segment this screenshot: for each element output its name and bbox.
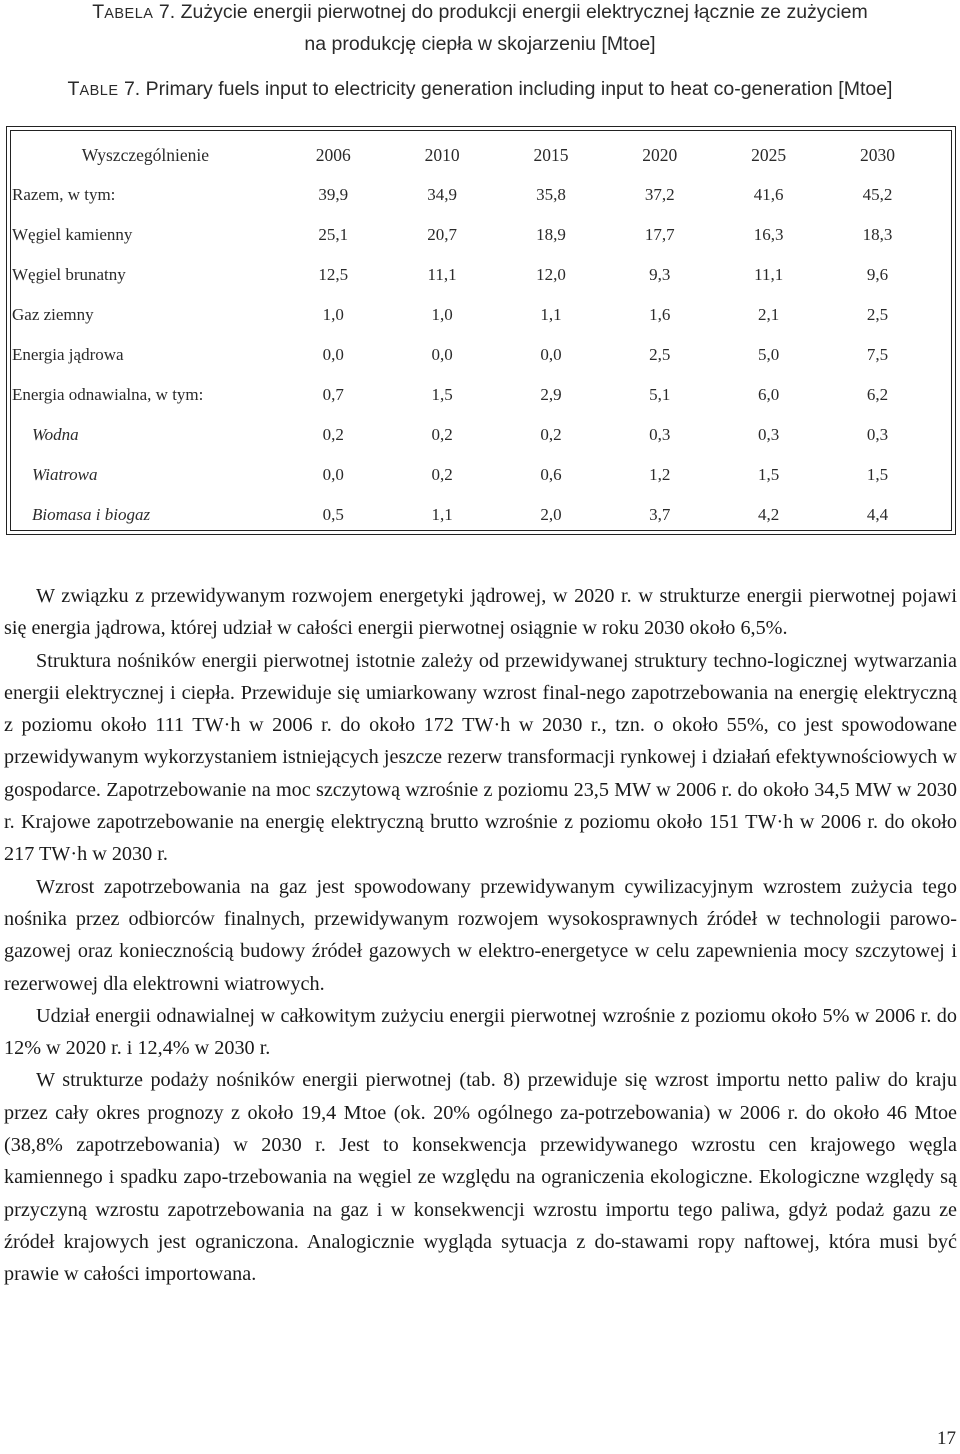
caption-en-number: 7. [123,78,141,100]
row-label: Węgiel brunatny [12,265,126,284]
header-cell: 2025 [751,144,787,165]
value-cell: 0,3 [758,425,780,444]
value-cell: 11,1 [754,265,784,284]
value-cell: 3,7 [649,505,671,524]
value-cell: 37,2 [644,185,675,204]
row-label: Razem, w tym: [12,185,116,204]
value-cell: 16,3 [753,225,784,244]
value-cell: 35,8 [536,185,566,204]
paragraph: W strukturze podaży nośników energii pierwotnej (tab. 8) przewiduje się wzrost importu netto paliw do kraju przez cały okres prognozy z około 19,4 Mtoe (ok. 20% ogólnego za-potrzebowania) w 2006 r. do około 46 Mtoe (38,8% zapotrzebowania) w 2030 r. Jest to konsekwencja przewidywanego wzrostu cen krajowego węgla kamiennego i spadku zapo-trzebowania na węgiel ze względu na ograniczenia ekologiczne. Ekologiczne względy są przyczyną wzrostu zapotrzebowania na gaz i w konsekwencji wzrostu importu tego paliwa, gdyż podaż gazu ze źródeł krajowych jest ograniczona. Analogicznie wygląda sytuacja z do-stawami ropy naftowej, która musi być prawie w całości importowana. [4,1069,957,1286]
value-cell: 39,9 [318,185,349,204]
value-cell: 0,0 [322,345,344,364]
value-cell: 1,5 [431,385,453,404]
value-cell: 0,0 [540,345,562,364]
value-cell: 25,1 [318,225,349,244]
page-number: 17 [937,1428,956,1449]
header-cell: 2030 [860,144,896,165]
value-cell: 9,6 [866,265,889,284]
value-cell: 0,7 [322,385,344,404]
table-row [12,415,932,455]
caption-pl-text-line2: na produkcję ciepła w skojarzeniu [Mtoe] [304,33,656,55]
value-cell: 4,2 [758,505,780,524]
value-cell: 2,0 [540,505,562,524]
value-cell: 2,1 [758,305,780,324]
value-cell: 0,2 [431,465,453,484]
body-text [4,580,957,1291]
value-cell: 45,2 [862,185,893,204]
paragraph: Wzrost zapotrzebowania na gaz jest spowodowany przewidywanym cywilizacyjnym wzrostem zużycia tego nośnika przez odbiorców finalnych, przewidywanym rozwojem wysokosprawnych źródeł w technologii parowo-gazowej oraz koniecznością budowy źródeł gazowych w elektro-energetyce w celu zapewnienia mocy szczytowej i rezerwowej dla elektrowni wiatrowych. [4,875,957,995]
value-cell: 1,2 [649,465,671,484]
row-label: Gaz ziemny [12,305,94,324]
table-row [12,455,932,495]
value-cell: 6,2 [866,385,889,404]
value-cell: 18,9 [536,225,566,244]
caption-en-label-first: T [67,78,80,100]
table-caption-english [0,74,960,106]
value-cell: 1,6 [649,305,671,324]
table-row [12,495,932,535]
row-label: Wodna [32,425,79,444]
value-cell: 0,5 [322,505,344,524]
value-cell: 17,7 [644,225,675,244]
value-cell: 11,1 [427,265,457,284]
header-cell: Wyszczególnienie [81,144,209,165]
value-cell: 5,0 [758,345,780,364]
caption-en-label-rest: ABLE [79,83,119,99]
value-cell: 41,6 [753,185,784,204]
value-cell: 2,9 [540,385,562,404]
paragraph: Udział energii odnawialnej w całkowitym zużyciu energii pierwotnej wzrośnie z poziomu około 5% w 2006 r. do 12% w 2020 r. i 12,4% w 2030 r. [4,1004,957,1060]
value-cell: 0,0 [431,345,453,364]
paragraph: Struktura nośników energii pierwotnej istotnie zależy od przewidywanej struktury techno-logicznej wytwarzania energii elektrycznej i ciepła. Przewiduje się umiarkowany wzrost final-nego zapotrzebowania na energię elektryczną z poziomu około 111 TW·h w 2006 r. do około 172 TW·h w 2030 r., tzn. o około 55%, co jest spowodowane przewidywanym wykorzystaniem istniejących jeszcze rezerw transformacji rynkowej i działań efektywnościowych w gospodarce. Zapotrzebowanie na moc szczytową wzrośnie z poziomu 23,5 MW w 2006 r. do około 34,5 MW w 2030 r. Krajowe zapotrzebowanie na energię elektryczną brutto wzrośnie z poziomu około 151 TW·h w 2006 r. do około 217 TW·h w 2030 r. [4,649,957,866]
value-cell: 4,4 [866,505,889,524]
value-cell: 20,7 [427,225,457,244]
row-label: Wiatrowa [32,465,98,484]
fuel-input-table [12,135,932,535]
table-header-row [12,135,932,175]
header-cell: 2020 [642,144,678,165]
caption-pl-label-rest: ABELA [104,6,154,22]
value-cell: 1,5 [866,465,889,484]
row-label: Energia odnawialna, w tym: [12,385,204,404]
table-row [12,295,932,335]
value-cell: 1,0 [431,305,453,324]
table-row [12,175,932,215]
header-cell: 2006 [315,144,351,165]
paragraph: W związku z przewidywanym rozwojem energetyki jądrowej, w 2020 r. w strukturze energii pierwotnej pojawi się energia jądrowa, której udział w całości energii pierwotnej osiągnie w roku 2030 około 6,5%. [4,585,957,640]
table-row [12,335,932,375]
header-cell: 2010 [424,144,460,165]
value-cell: 1,1 [431,505,453,524]
value-cell: 0,3 [866,425,889,444]
caption-pl-line1 [0,0,960,29]
value-cell: 2,5 [649,345,671,364]
header-cell: 2015 [533,144,569,165]
table-row [12,215,932,255]
value-cell: 0,2 [322,425,344,444]
value-cell: 1,5 [758,465,780,484]
value-cell: 0,3 [649,425,671,444]
value-cell: 18,3 [862,225,893,244]
caption-pl-number: 7. [158,1,176,23]
row-label: Biomasa i biogaz [32,505,151,524]
value-cell: 0,2 [431,425,453,444]
table-row [12,375,932,415]
value-cell: 12,0 [536,265,566,284]
value-cell: 2,5 [866,305,889,324]
caption-en-text: Primary fuels input to electricity generation including input to heat co-generation [Mtoe] [145,78,893,100]
value-cell: 0,2 [540,425,562,444]
caption-pl-text-line1: Zużycie energii pierwotnej do produkcji energii elektrycznej łącznie ze zużyciem [180,1,868,23]
value-cell: 7,5 [866,345,889,364]
row-label: Energia jądrowa [12,345,124,364]
table-caption-polish [0,0,960,59]
caption-pl-label-first: T [92,1,105,23]
value-cell: 34,9 [427,185,457,204]
table-row [12,255,932,295]
value-cell: 0,6 [540,465,562,484]
value-cell: 5,1 [649,385,671,404]
value-cell: 1,1 [540,305,562,324]
value-cell: 9,3 [649,265,671,284]
value-cell: 6,0 [758,385,780,404]
value-cell: 1,0 [322,305,344,324]
value-cell: 0,0 [322,465,344,484]
row-label: Węgiel kamienny [12,225,133,244]
value-cell: 12,5 [318,265,349,284]
